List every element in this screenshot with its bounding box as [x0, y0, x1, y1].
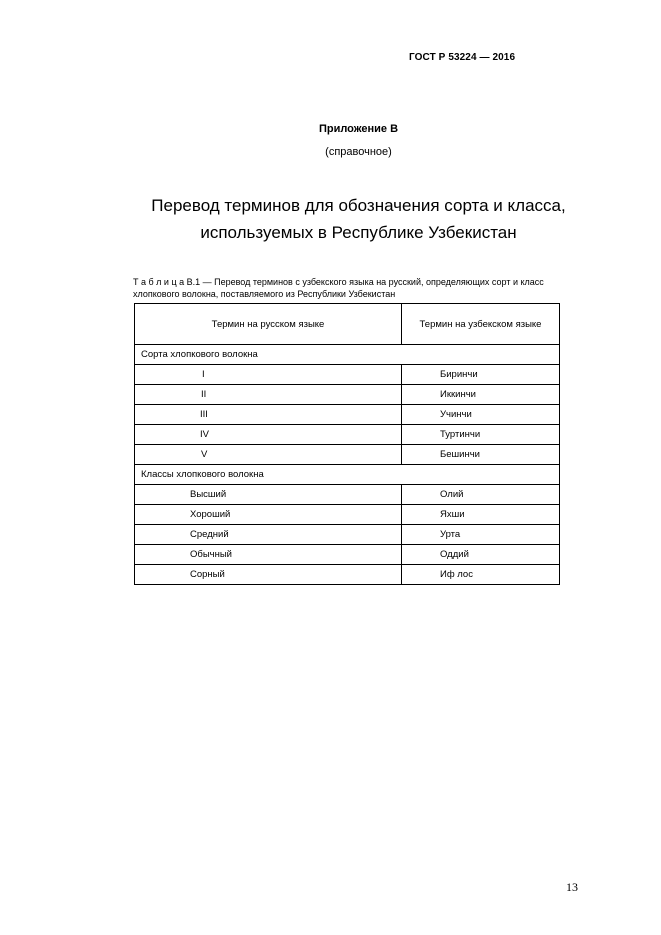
terms-table	[134, 303, 560, 585]
uzbek-term: Яхши	[402, 505, 560, 525]
page-number: 13	[566, 880, 578, 894]
table-row	[135, 445, 560, 465]
uzbek-term: Бешинчи	[402, 445, 560, 465]
table-row	[135, 385, 560, 405]
table-caption-line-2: хлопкового волокна, поставляемого из Республики Узбекистан	[133, 289, 396, 299]
russian-term: V	[135, 445, 402, 465]
table-caption	[133, 276, 603, 300]
section-title-line-1: Перевод терминов для обозначения сорта и класса,	[151, 196, 566, 215]
table-caption-line-1: Т а б л и ц а В.1 — Перевод терминов с узбекского языка на русский, определяющих сорт и класс	[133, 277, 544, 287]
annex-subtitle: (справочное)	[325, 146, 392, 158]
table-row	[135, 425, 560, 445]
table-row	[135, 545, 560, 565]
russian-term: IV	[135, 425, 402, 445]
russian-term: III	[135, 405, 402, 425]
document-standard-number: ГОСТ Р 53224 — 2016	[409, 52, 516, 63]
table-row	[135, 365, 560, 385]
uzbek-term: Иккинчи	[402, 385, 560, 405]
section-label-grades: Сорта хлопкового волокна	[135, 345, 560, 365]
russian-term: Сорный	[135, 565, 402, 585]
uzbek-term: Иф лос	[402, 565, 560, 585]
russian-term: Обычный	[135, 545, 402, 565]
section-label-classes: Классы хлопкового волокна	[135, 465, 560, 485]
section-title-line-2: используемых в Республике Узбекистан	[200, 223, 517, 242]
russian-term: II	[135, 385, 402, 405]
section-row-grades	[135, 345, 560, 365]
header-uzbek-term: Термин на узбекском языке	[402, 304, 560, 345]
header-russian-term: Термин на русском языке	[135, 304, 402, 345]
table-row	[135, 525, 560, 545]
uzbek-term: Учинчи	[402, 405, 560, 425]
uzbek-term: Оддий	[402, 545, 560, 565]
section-row-classes	[135, 465, 560, 485]
table-header-row	[135, 304, 560, 345]
russian-term: Высший	[135, 485, 402, 505]
uzbek-term: Биринчи	[402, 365, 560, 385]
russian-term: Средний	[135, 525, 402, 545]
table-row	[135, 405, 560, 425]
russian-term: I	[135, 365, 402, 385]
table-row	[135, 565, 560, 585]
russian-term: Хороший	[135, 505, 402, 525]
annex-title: Приложение В	[318, 123, 399, 135]
uzbek-term: Урта	[402, 525, 560, 545]
table-row	[135, 505, 560, 525]
section-title	[0, 192, 661, 246]
table-row	[135, 485, 560, 505]
uzbek-term: Туртинчи	[402, 425, 560, 445]
uzbek-term: Олий	[402, 485, 560, 505]
